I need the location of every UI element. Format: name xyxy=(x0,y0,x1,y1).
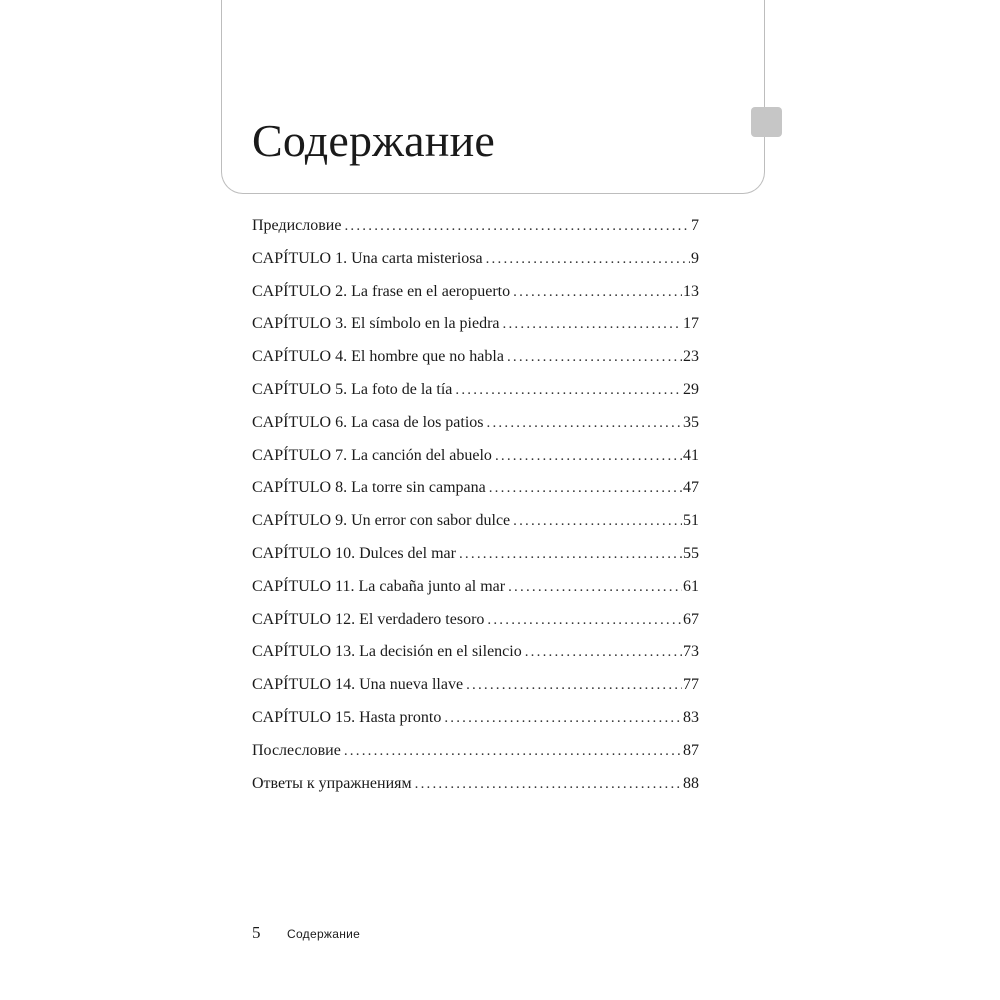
table-of-contents xyxy=(252,210,699,800)
toc-entry-page: 88 xyxy=(683,774,699,792)
toc-entry xyxy=(252,308,699,341)
toc-entry-title: Предисловие xyxy=(252,217,342,234)
toc-entry-page: 61 xyxy=(683,577,699,595)
toc-entry-page: 41 xyxy=(683,446,699,464)
toc-entry xyxy=(252,341,699,374)
toc-entry-title: CAPÍTULO 13. La decisión en el silencio xyxy=(252,643,522,661)
toc-entry xyxy=(252,210,699,243)
toc-entry-title: Ответы к упражнениям xyxy=(252,774,412,792)
dot-leader xyxy=(444,702,682,735)
running-head: Содержание xyxy=(287,927,361,941)
toc-entry-title: Послесловие xyxy=(252,741,341,759)
toc-entry-page: 77 xyxy=(683,676,699,694)
toc-entry-title: CAPÍTULO 6. La casa de los patios xyxy=(252,413,484,431)
toc-entry-title: CAPÍTULO 4. El hombre que no habla xyxy=(252,348,504,366)
toc-entry-page: 9 xyxy=(691,249,699,267)
toc-entry-title: CAPÍTULO 12. El verdadero tesoro xyxy=(252,610,485,628)
toc-entry xyxy=(252,505,699,538)
toc-entry-title: CAPÍTULO 1. Una carta misteriosa xyxy=(252,249,483,267)
dot-leader xyxy=(344,210,690,243)
toc-entry-title: CAPÍTULO 7. La canción del abuelo xyxy=(252,446,492,464)
toc-entry-title: CAPÍTULO 15. Hasta pronto xyxy=(252,708,442,726)
dot-leader xyxy=(455,374,682,407)
dot-leader xyxy=(415,768,682,801)
toc-entry-page: 51 xyxy=(683,512,699,530)
toc-entry xyxy=(252,571,699,604)
dot-leader xyxy=(503,308,682,341)
page-number: 5 xyxy=(252,923,261,942)
dot-leader xyxy=(513,276,682,309)
page-title: Содержание xyxy=(252,115,496,166)
dot-leader xyxy=(508,571,682,604)
dot-leader xyxy=(507,341,682,374)
toc-entry-title: CAPÍTULO 5. La foto de la tía xyxy=(252,380,453,398)
dot-leader xyxy=(489,472,682,505)
toc-entry-page: 23 xyxy=(683,348,699,366)
toc-entry xyxy=(252,538,699,571)
toc-entry-page: 29 xyxy=(683,380,699,398)
toc-entry-title: CAPÍTULO 9. Un error con sabor dulce xyxy=(252,512,511,530)
toc-entry-title: CAPÍTULO 14. Una nueva llave xyxy=(252,676,464,694)
dot-leader xyxy=(487,407,682,440)
dot-leader xyxy=(495,440,682,473)
toc-entry-page: 67 xyxy=(683,610,699,628)
toc-entry-title: CAPÍTULO 8. La torre sin campana xyxy=(252,479,486,497)
toc-entry xyxy=(252,604,699,637)
toc-entry-title: CAPÍTULO 3. El símbolo en la piedra xyxy=(252,315,500,333)
toc-entry xyxy=(252,407,699,440)
toc-entry-page: 47 xyxy=(683,479,699,497)
dot-leader xyxy=(525,636,682,669)
toc-entry xyxy=(252,374,699,407)
toc-entry-page: 73 xyxy=(683,643,699,661)
dot-leader xyxy=(513,505,682,538)
dot-leader xyxy=(486,243,690,276)
toc-entry xyxy=(252,243,699,276)
toc-entry xyxy=(252,276,699,309)
toc-entry xyxy=(252,636,699,669)
toc-entry-page: 87 xyxy=(683,741,699,759)
toc-entry xyxy=(252,472,699,505)
toc-entry-page: 55 xyxy=(683,544,699,562)
dot-leader xyxy=(487,604,682,637)
toc-entry-title: CAPÍTULO 2. La frase en el aeropuerto xyxy=(252,282,511,300)
toc-entry xyxy=(252,735,699,768)
toc-entry xyxy=(252,669,699,702)
page-tab-marker xyxy=(751,107,782,137)
toc-entry-page: 35 xyxy=(683,413,699,431)
toc-entry-title: CAPÍTULO 11. La cabaña junto al mar xyxy=(252,577,506,595)
dot-leader xyxy=(466,669,682,702)
toc-entry-page: 83 xyxy=(683,708,699,726)
toc-entry-page: 13 xyxy=(683,282,699,300)
toc-entry-page: 17 xyxy=(683,315,699,333)
toc-entry xyxy=(252,768,699,801)
dot-leader xyxy=(459,538,682,571)
toc-entry xyxy=(252,440,699,473)
dot-leader xyxy=(344,735,682,768)
toc-entry-page: 7 xyxy=(691,217,699,234)
toc-entry-title: CAPÍTULO 10. Dulces del mar xyxy=(252,544,456,562)
toc-entry xyxy=(252,702,699,735)
